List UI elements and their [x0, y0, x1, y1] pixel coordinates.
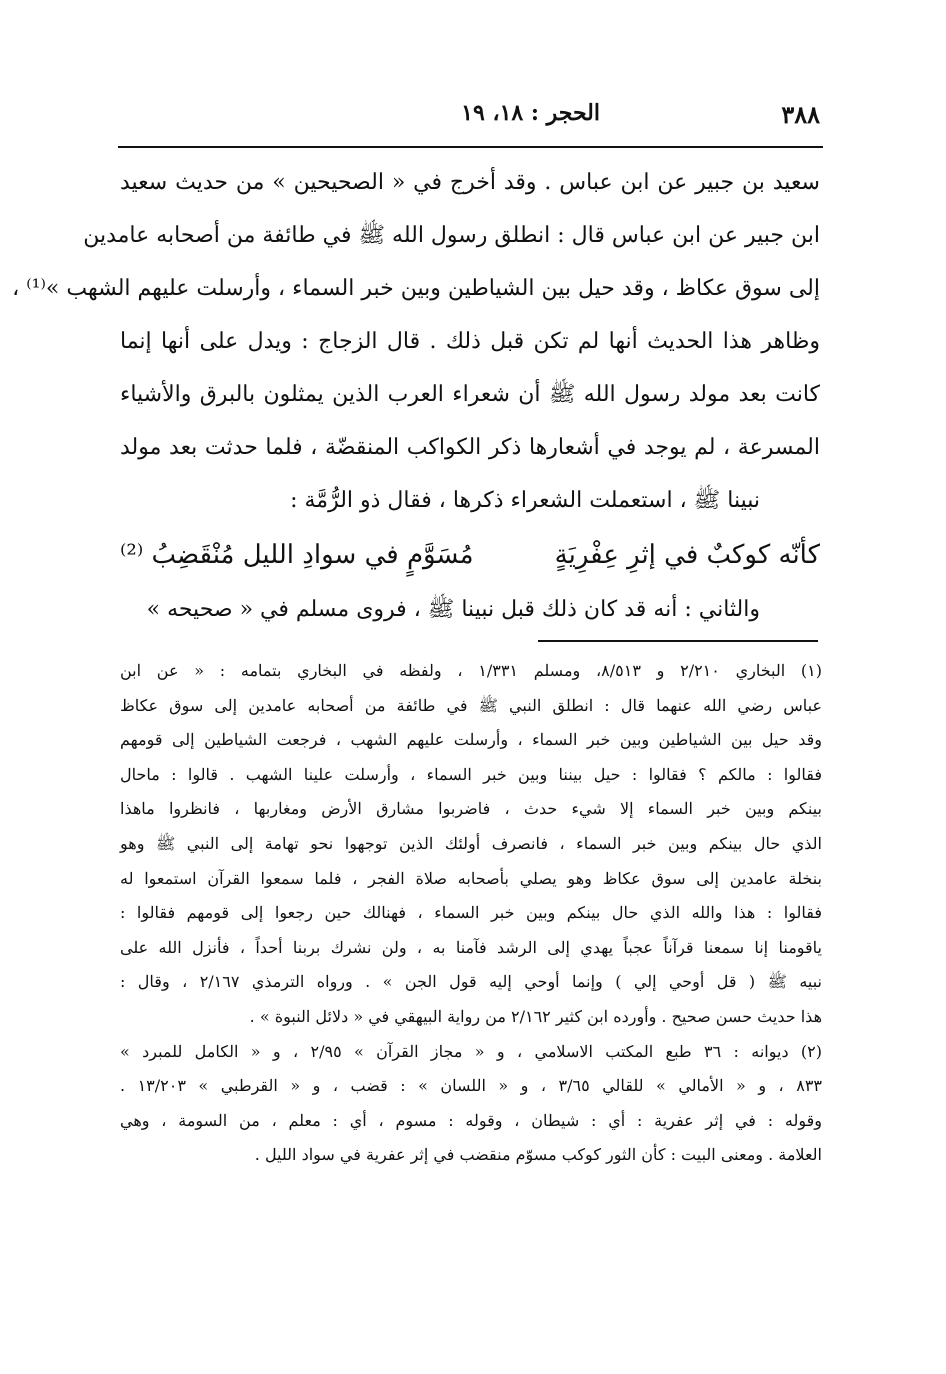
footnote-line: نبيه ﷺ ( قل أوحي إلي ) وإنما أوحي إليه قول الجن » . ورواه الترمذي ٢/١٦٧ ، وقال :	[120, 972, 823, 992]
page-header	[120, 100, 820, 136]
page-number: ٣٨٨	[781, 100, 820, 129]
main-text	[12, 156, 820, 636]
footnote-line: (١) البخاري ٢/٢١٠ و ٨/٥١٣، ومسلم ١/٣٣١ ، ولفظه في البخاري بتمامه : « عن ابن	[120, 661, 822, 680]
footnote-line: فقالوا : مالكم ؟ فقالوا : حيل بيننا وبين خبر السماء ، وأرسلت علينا الشهب . قالوا : ماحال	[120, 764, 822, 784]
footnote-line: فقالوا : هذا والله الذي حال بينكم وبين خبر السماء ، فهنالك حين رجعوا إلى قومهم فقالوا :	[120, 903, 822, 923]
main-text-line: سعيد بن جبير عن ابن عباس . وقد أخرج في « الصحيحين » من حديث سعيد	[120, 170, 820, 195]
header-rule	[118, 146, 823, 148]
footnote-line: (٢) ديوانه : ٣٦ طبع المكتب الاسلامي ، و « مجاز القرآن » ٢/٩٥ ، و « الكامل للمبرد »	[120, 1041, 823, 1061]
footnote-line: وقوله : في إثر عفرية : أي : شيطان ، وقوله : مسوم ، أي : معلم ، من السومة ، وهي	[120, 1110, 822, 1130]
footnote-line: ٨٣٣ ، و « الأمالي » للقالي ٣/٦٥ ، و « اللسان » : قضب ، و « القرطبي » ١٣/٢٠٣ .	[120, 1076, 822, 1096]
footnote-line: بينكم وبين خبر السماء إلا شيء حدث ، فاضربوا مشارق الأرض ومغاربها ، فانظروا ماهذا	[120, 799, 822, 819]
main-text-line: المسرعة ، لم يوجد في أشعارها ذكر الكواكب المنقضّة ، فلما حدثت بعد مولد	[120, 435, 820, 460]
footnote-line: الذي حال بينكم وبين خبر السماء ، فانصرف أولئك الذين توجهوا نحو تهامة إلى النبي ﷺ وهو	[120, 833, 822, 853]
main-text-line: كانت بعد مولد رسول الله ﷺ أن شعراء العرب الذين يمثلون بالبرق والأشياء	[120, 382, 820, 407]
footnote-line: وقد حيل بين الشياطين وبين خبر السماء ، وأرسلت عليهم الشهب ، فرجعت الشياطين إلى قومهم	[120, 730, 823, 750]
main-text-line: نبينا ﷺ ، استعملت الشعراء ذكرها ، فقال ذو الرُّمَّة :	[290, 488, 760, 513]
running-title: الحجر : ١٨، ١٩	[461, 100, 600, 126]
verse-first-hemistich: كأنّه كوكبٌ في إثرِ عِفْرِيَةٍ	[554, 540, 820, 570]
footnote-line: عباس رضي الله عنهما قال : انطلق النبي ﷺ في طائفة من أصحابه عامدين إلى سوق عكاظ	[120, 695, 822, 715]
main-text-line: ابن جبير عن ابن عباس قال : انطلق رسول الله ﷺ في طائفة من أصحابه عامدين	[83, 223, 820, 248]
footnote-line: هذا حديث حسن صحيح . وأورده ابن كثير ٢/١٦٢ من رواية البيهقي في « دلائل النبوة » .	[249, 1006, 822, 1026]
footnote-line: ياقومنا إنا سمعنا قرآناً عجباً يهدي إلى الرشد فآمنا به ، ولن نشرك بربنا أحداً ، فأنزل الله على	[120, 937, 822, 957]
footnote-line: بنخلة عامدين إلى سوق عكاظ وهو يصلي بأصحابه صلاة الفجر ، فلما سمعوا القرآن استمعوا له	[120, 868, 822, 888]
main-text-line: والثاني : أنه قد كان ذلك قبل نبينا ﷺ ، فروى مسلم في « صحيحه »	[146, 597, 760, 622]
main-text-line: وظاهر هذا الحديث أنها لم تكن قبل ذلك . قال الزجاج : ويدل على أنها إنما	[120, 329, 820, 354]
main-text-line: إلى سوق عكاظ ، وقد حيل بين الشياطين وبين خبر السماء ، وأرسلت عليهم الشهب »⁽¹⁾ ،	[12, 276, 820, 301]
footnotes	[120, 654, 822, 1173]
footnote-line: العلامة . ومعنى البيت : كأن الثور كوكب مسوّم منقضب في إثر عفرية في سواد الليل .	[254, 1145, 822, 1165]
verse-second-hemistich: مُسَوَّمٍ في سوادِ الليل مُنْقَضِبُ ⁽²⁾	[120, 540, 474, 570]
footnote-rule	[538, 640, 818, 642]
poetry-verse	[120, 527, 820, 583]
